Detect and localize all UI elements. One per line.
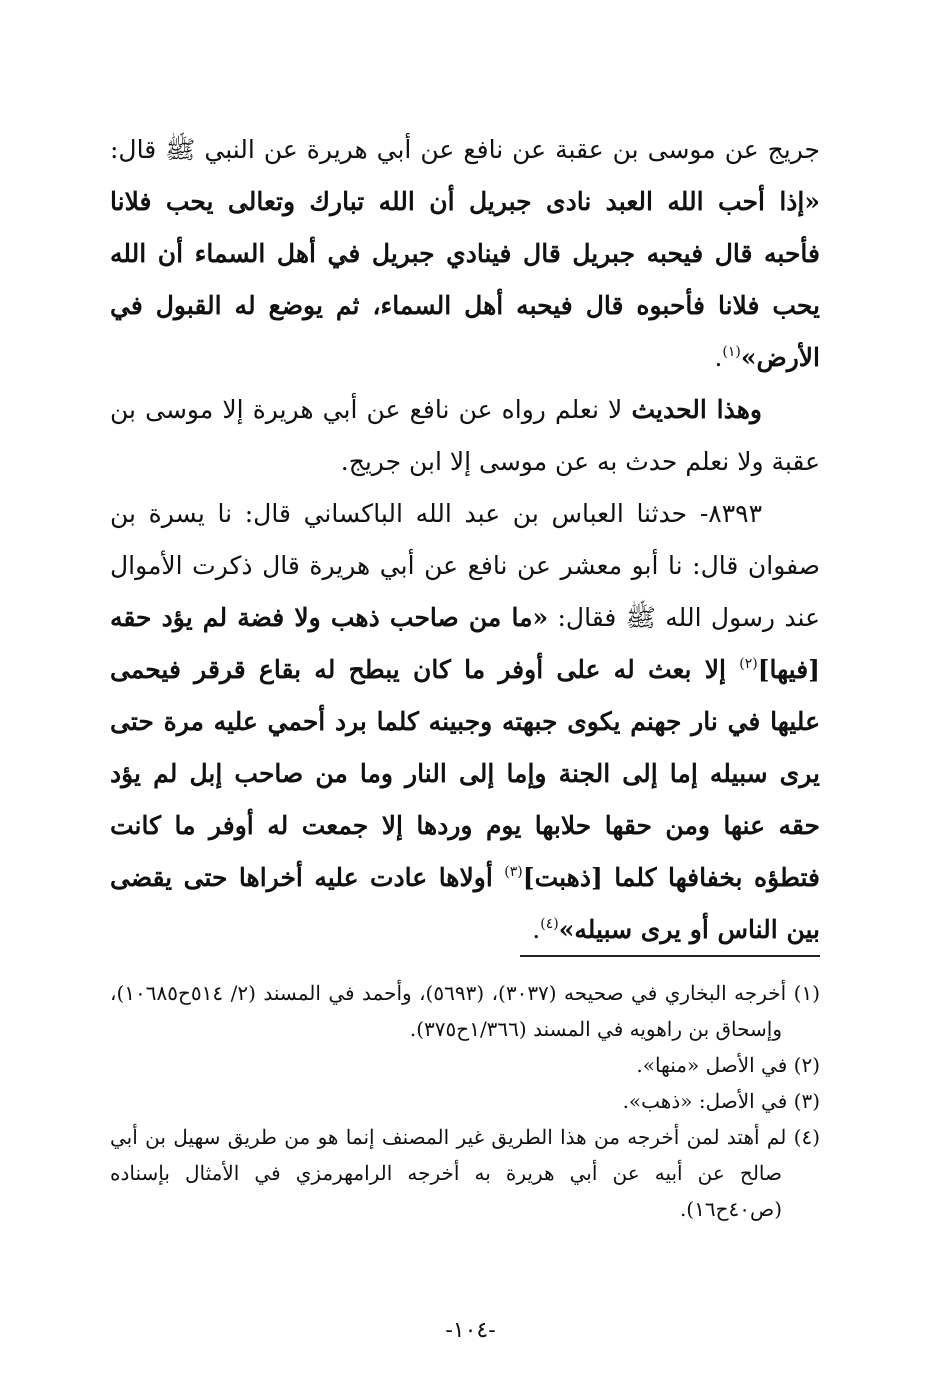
paragraph-commentary [110,384,820,488]
paragraph-hadith-2 [110,488,820,956]
commentary-text: لا نعلم رواه عن نافع عن أبي هريرة إلا موسى بن عقبة ولا نعلم حدث به عن موسى إلا ابن جريج. [110,395,820,476]
hadith-quote: «إذا أحب الله العبد نادى جبريل أن الله تبارك وتعالى يحب فلانا فأحبه قال فيحبه جبريل قال فينادي جبريل في أهل السماء أن الله يحب فلانا فأحبوه قال فيحبه أهل السماء، ثم يوضع له القبول في الأرض» [110,187,820,372]
main-text [110,124,820,956]
footnote-item: (٤) لم أهتد لمن أخرجه من هذا الطريق غير المصنف إنما هو من طريق سهيل بن أبي صالح عن أبيه عن أبي هريرة به أخرجه الرامهرمزي في الأمثال بإسناده (ص٤٠ح١٦). [110,1125,820,1221]
period: . [532,915,541,944]
footnote-ref: (٤) [540,916,559,932]
footnotes [110,975,820,1227]
hadith-quote: أولاها عادت عليه أخراها حتى يقضى بين الناس أو يرى سبيله» [110,863,820,944]
footnote-ref: (٢) [739,656,758,672]
footnote-item: (٣) في الأصل: «ذهب». [622,1089,820,1113]
commentary-lead: وهذا الحديث [631,395,762,424]
footnote-item: (٢) في الأصل «منها». [636,1053,820,1077]
paragraph-hadith-1 [110,124,820,384]
footnote-divider [520,955,820,957]
hadith-quote: إلا بعث له على أوفر ما كان يبطح له بقاع قرقر فيحمى عليها في نار جهنم يكوى جبهته وجبينه كلما برد أحمي عليه مرة حتى يرى سبيله إما إلى الجنة وإما إلى النار وما من صاحب إبل لم يؤد حقه عنها ومن حقها حلابها يوم وردها إلا جمعت له أوفر ما كانت فتطؤه بخفافها كلما [ذهبت] [110,655,820,892]
footnote-item: (١) أخرجه البخاري في صحيحه (٣٠٣٧)، (٥٦٩٣)، وأحمد في المسند (٢/ ٥١٤ح١٠٦٨٥)، وإسحاق بن راهويه في المسند (١/٣٦٦ح٣٧٥). [110,981,820,1041]
period: . [714,343,723,372]
isnad-text: ٨٣٩٣- حدثنا العباس بن عبد الله الباكساني قال: نا يسرة بن صفوان قال: نا أبو معشر عن نافع عن أبي هريرة قال ذكرت الأموال عند رسول الله ﷺ فقال: [110,499,820,632]
isnad-text: جريج عن موسى بن عقبة عن نافع عن أبي هريرة عن النبي ﷺ قال: [110,135,820,164]
page-number: -١٠٤- [445,1318,496,1343]
footnote-ref: (١) [722,344,741,360]
footnote-ref: (٣) [504,864,523,880]
hadith-quote: «ما من صاحب ذهب ولا فضة لم يؤد حقه [فيها] [110,603,820,684]
